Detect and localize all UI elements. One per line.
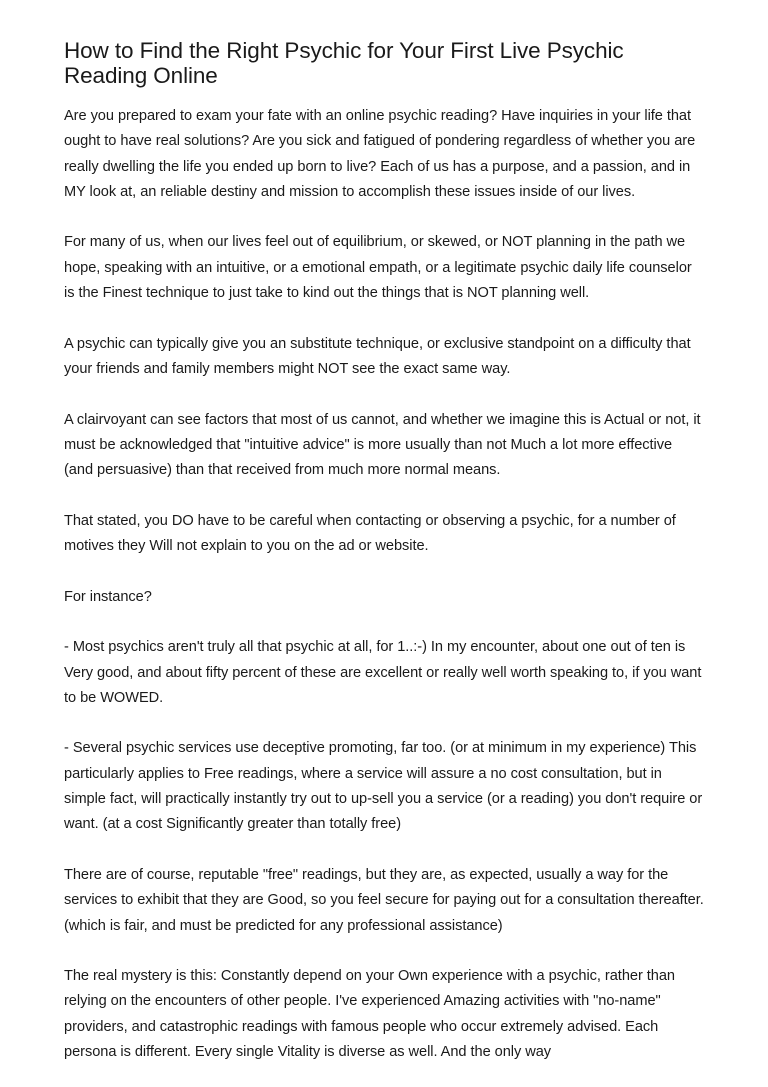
document-title: How to Find the Right Psychic for Your First Live Psychic Reading Online — [64, 38, 624, 88]
paragraph-7: - Most psychics aren't truly all that psychic at all, for 1..:-) In my encounter, about one out of ten is Very good, and about fifty percent of these are excellent or really well worth speaking to, if you want to be WOWED. — [64, 639, 702, 706]
paragraph-2: For many of us, when our lives feel out of equilibrium, or skewed, or NOT planning in the path we hope, speaking with an intuitive, or a emotional empath, or a legitimate psychic daily life counselor is the Finest technique to just take to kind out the things that is NOT planning well. — [64, 234, 692, 302]
paragraph-6: For instance? — [64, 588, 152, 605]
document-page — [64, 38, 704, 1065]
paragraph-3: A psychic can typically give you an substitute technique, or exclusive standpoint on a difficulty that your friends and family members might NOT see the exact same way. — [64, 335, 691, 377]
paragraph-9: There are of course, reputable "free" readings, but they are, as expected, usually a way for the services to exhibit that they are Good, so you feel secure for paying out for a consultation thereafter. (which is fair, and must be predicted for any professional assistance) — [64, 866, 704, 934]
paragraph-5: That stated, you DO have to be careful when contacting or observing a psychic, for a number of motives they Will not explain to you on the ad or website. — [64, 512, 676, 555]
paragraph-1: Are you prepared to exam your fate with an online psychic reading? Have inquiries in your life that ought to have real solutions? Are you sick and fatigued of pondering regardless of whether you are really dwelling the life you ended up born to live? Each of us has a purpose, and a passion, and in MY look at, an reliable destiny and mission to accomplish these issues inside of our lives. — [64, 108, 696, 200]
paragraph-4: A clairvoyant can see factors that most of us cannot, and whether we imagine this is Actual or not, it must be acknowledged that "intuitive advice" is more usually than not Much a lot more effective (and persuasive) than that received from much more normal means. — [64, 411, 701, 479]
paragraph-10: The real mystery is this: Constantly depend on your Own experience with a psychic, rather than relying on the encounters of other people. I've experienced Amazing activities with "no-name" providers, and catastrophic readings with famous people who occur extremely advised. Each persona is different. Every single Vitality is diverse as well. And the only way — [64, 968, 675, 1060]
paragraph-8: - Several psychic services use deceptive promoting, far too. (or at minimum in my experience) This particularly applies to Free readings, where a service will assure a no cost consultation, but in simple fact, will practically instantly try out to up-sell you a service (or a reading) you don't require or want. (at a cost Significantly greater than totally free) — [64, 740, 703, 833]
